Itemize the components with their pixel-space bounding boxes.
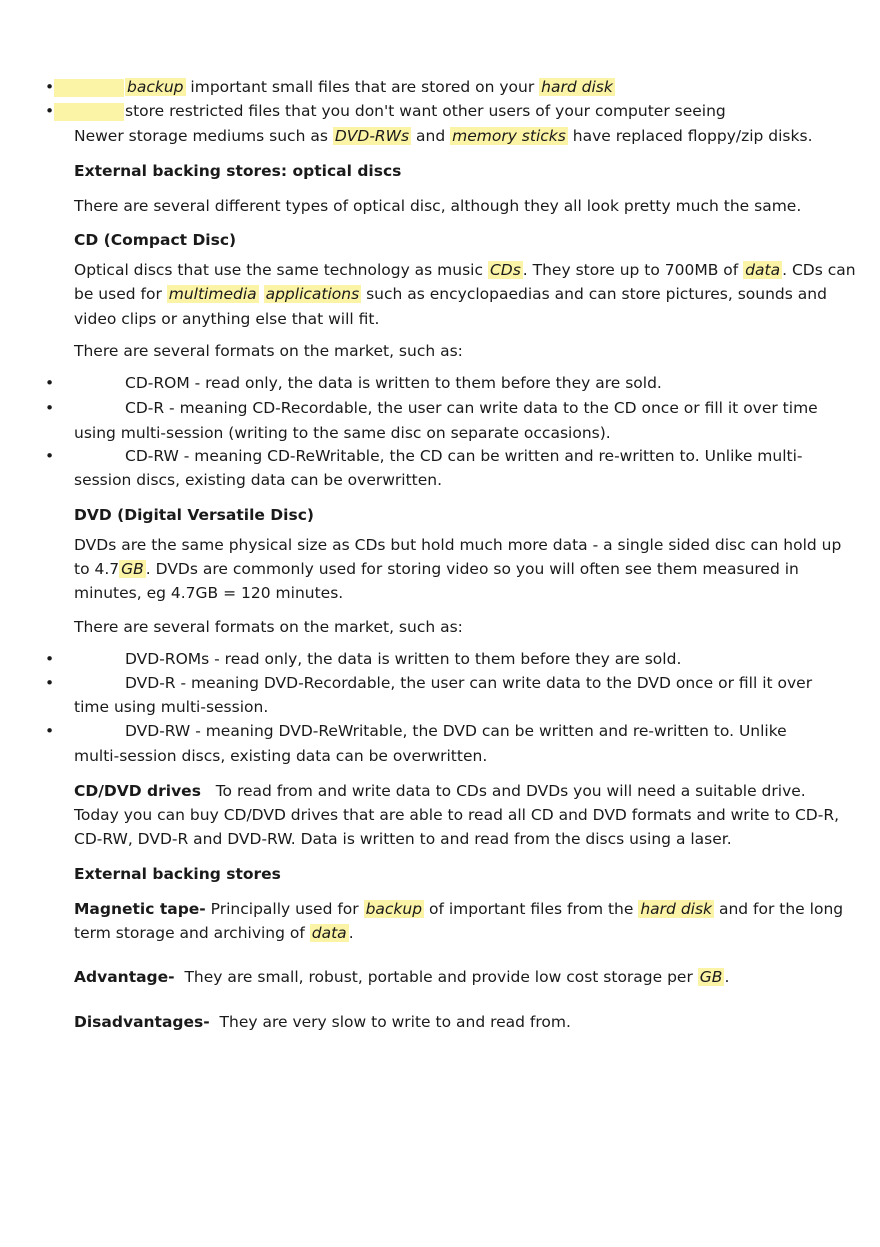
text-run: . They store up to 700MB of xyxy=(522,261,744,279)
dvd-para-line-1 xyxy=(74,534,841,556)
highlighted-term: hard disk xyxy=(640,900,713,918)
cd-formats-intro: There are several formats on the market, such as: xyxy=(74,342,463,360)
bullet: • xyxy=(45,78,55,96)
cd-para-line-3 xyxy=(74,308,379,330)
highlighted-term: backup xyxy=(365,900,423,918)
highlighted-term: CDs xyxy=(489,261,521,279)
bullet: • xyxy=(45,102,55,120)
bullet: • xyxy=(45,674,55,692)
dvd-para-line-2 xyxy=(74,558,799,580)
bullet: • xyxy=(45,447,55,465)
cd-format-1: CD-ROM - read only, the data is written to them before they are sold. xyxy=(125,374,662,392)
dvd-format-2-cont: time using multi-session. xyxy=(74,698,269,716)
magnetic-line-1 xyxy=(74,898,843,920)
highlight-mark xyxy=(54,79,124,97)
drives-text: To read from and write data to CDs and DVDs you will need a suitable drive. xyxy=(200,782,806,800)
bullet: • xyxy=(45,399,55,417)
advantage-label: Advantage- xyxy=(74,968,175,986)
dvd-format-3-cont: multi-session discs, existing data can be overwritten. xyxy=(74,747,488,765)
text-run: store restricted files that you don't want other users of your computer seeing xyxy=(125,102,726,120)
text-run: . xyxy=(724,968,730,986)
drives-label: CD/DVD drives xyxy=(74,782,201,800)
text-run: be used for xyxy=(74,285,167,303)
cd-para-line-1 xyxy=(74,259,856,281)
newer-storage-text xyxy=(74,125,813,147)
highlighted-term: GB xyxy=(121,560,144,578)
cd-format-2: CD-R - meaning CD-Recordable, the user can write data to the CD once or fill it over time xyxy=(125,399,818,417)
text-run: DVDs are the same physical size as CDs but hold much more data - a single sided disc can hold up xyxy=(74,536,842,554)
cd-heading: CD (Compact Disc) xyxy=(74,231,237,249)
dvd-format-1: DVD-ROMs - read only, the data is written to them before they are sold. xyxy=(125,650,682,668)
text-run xyxy=(259,285,264,303)
optical-heading: External backing stores: optical discs xyxy=(74,162,402,180)
magnetic-label: Magnetic tape- xyxy=(74,900,206,918)
drives-line-1 xyxy=(74,780,806,802)
text-run: Newer storage mediums such as xyxy=(74,127,333,145)
disadvantages-line xyxy=(74,1011,571,1033)
cd-format-3-cont: session discs, existing data can be overwritten. xyxy=(74,471,443,489)
intro-bullet-1 xyxy=(125,76,615,98)
highlighted-term: hard disk xyxy=(541,78,613,96)
cd-format-3: CD-RW - meaning CD-ReWritable, the CD can be written and re-written to. Unlike multi- xyxy=(125,447,803,465)
highlighted-term: backup xyxy=(127,78,184,96)
bullet: • xyxy=(45,650,55,668)
text-run: . xyxy=(348,924,354,942)
text-run: and xyxy=(411,127,451,145)
drives-line-2: Today you can buy CD/DVD drives that are able to read all CD and DVD formats and write to CD-R, xyxy=(74,806,840,824)
disadvantages-label: Disadvantages- xyxy=(74,1013,210,1031)
magnetic-line-2 xyxy=(74,922,354,944)
highlighted-term: multimedia xyxy=(168,285,257,303)
highlighted-term: GB xyxy=(699,968,723,986)
text-run: important small files that are stored on your xyxy=(185,78,540,96)
optical-intro: There are several different types of optical disc, although they all look pretty much the same. xyxy=(74,197,802,215)
text-run: . CDs can xyxy=(782,261,856,279)
cd-para-line-2 xyxy=(74,283,827,305)
text-run: to 4.7 xyxy=(74,560,120,578)
text-run: minutes, eg 4.7GB = 120 minutes. xyxy=(74,584,344,602)
intro-bullet-2 xyxy=(125,100,726,122)
cd-format-2-cont: using multi-session (writing to the same disc on separate occasions). xyxy=(74,424,611,442)
text-run: have replaced floppy/zip disks. xyxy=(567,127,813,145)
dvd-heading: DVD (Digital Versatile Disc) xyxy=(74,506,314,524)
text-run: term storage and archiving of xyxy=(74,924,310,942)
text-run: of important files from the xyxy=(424,900,639,918)
text-run: Optical discs that use the same technology as music xyxy=(74,261,488,279)
advantage-line xyxy=(74,966,729,988)
drives-line-3: CD-RW, DVD-R and DVD-RW. Data is written to and read from the discs using a laser. xyxy=(74,830,732,848)
dvd-formats-intro: There are several formats on the market, such as: xyxy=(74,618,463,636)
bullet: • xyxy=(45,374,55,392)
external-heading: External backing stores xyxy=(74,865,281,883)
highlighted-term: DVD-RWs xyxy=(334,127,410,145)
text-run: They are small, robust, portable and provide low cost storage per xyxy=(174,968,698,986)
highlighted-term: applications xyxy=(265,285,360,303)
text-run: such as encyclopaedias and can store pictures, sounds and xyxy=(361,285,827,303)
text-run: and for the long xyxy=(714,900,844,918)
bullet: • xyxy=(45,722,55,740)
disadvantages-text: They are very slow to write to and read from. xyxy=(209,1013,571,1031)
dvd-para-line-3 xyxy=(74,582,343,604)
advantage-text xyxy=(175,968,730,986)
text-run: . DVDs are commonly used for storing video so you will often see them measured in xyxy=(145,560,799,578)
dvd-format-3: DVD-RW - meaning DVD-ReWritable, the DVD can be written and re-written to. Unlike xyxy=(125,722,787,740)
text-run: Principally used for xyxy=(205,900,364,918)
text-run: video clips or anything else that will fit. xyxy=(74,310,380,328)
magnetic-text-1 xyxy=(206,900,843,918)
highlighted-term: memory sticks xyxy=(452,127,566,145)
highlight-mark xyxy=(54,103,124,121)
dvd-format-2: DVD-R - meaning DVD-Recordable, the user can write data to the DVD once or fill it over xyxy=(125,674,813,692)
highlighted-term: data xyxy=(311,924,347,942)
highlighted-term: data xyxy=(745,261,781,279)
